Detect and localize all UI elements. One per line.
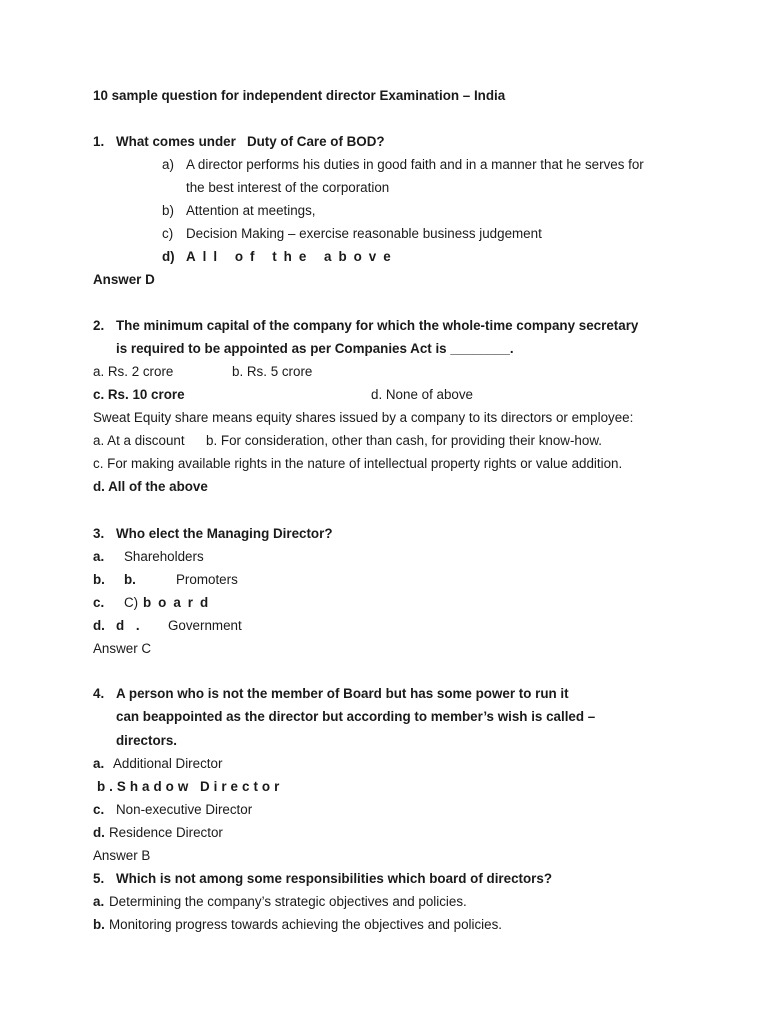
q4-option-d: Residence Director — [109, 825, 223, 840]
q5-option-a-label: a. — [93, 894, 105, 909]
q4-number: 4. — [93, 686, 105, 701]
q1-option-d: All of the above — [186, 249, 398, 264]
q2-line2: is required to be appointed as per Companies Act is ________. — [116, 341, 514, 356]
q2-number: 2. — [93, 318, 105, 333]
q1-option-c-label: c) — [162, 226, 174, 241]
q3-number: 3. — [93, 526, 105, 541]
q5-question: Which is not among some responsibilities which board of directors? — [116, 871, 552, 886]
q3-question: Who elect the Managing Director? — [116, 526, 333, 541]
q3-option-a: Shareholders — [124, 549, 204, 564]
q2-option-d: d. None of above — [371, 387, 473, 402]
q4-option-a: Additional Director — [113, 756, 223, 771]
q3-option-c-label: c. — [93, 595, 105, 610]
sweat-equity-option-c: c. For making available rights in the nature of intellectual property rights or value addition. — [93, 456, 623, 471]
q3-answer: Answer C — [93, 641, 152, 656]
document-title: 10 sample question for independent director Examination – India — [93, 88, 506, 103]
q2-line1: The minimum capital of the company for which the whole-time company secretary — [116, 318, 639, 333]
q4-answer: Answer B — [93, 848, 151, 863]
sweat-equity-option-d: d. All of the above — [93, 479, 208, 494]
q2-option-b: b. Rs. 5 crore — [232, 364, 313, 379]
q2-option-a: a. Rs. 2 crore — [93, 364, 174, 379]
q3-option-d-label: d. — [93, 618, 105, 633]
q1-option-a-label: a) — [162, 157, 174, 172]
q3-option-c-prefix: C) — [124, 595, 139, 610]
q4-option-b: b.Shadow Director — [97, 779, 284, 794]
q3-option-d: Government — [168, 618, 242, 633]
q2-option-c: c. Rs. 10 crore — [93, 387, 185, 402]
q1-answer: Answer D — [93, 272, 155, 287]
q4-line2: can beappointed as the director but according to member’s wish is called – — [116, 709, 596, 724]
q5-option-a: Determining the company’s strategic objectives and policies. — [109, 894, 467, 909]
q1-option-a-line2: the best interest of the corporation — [186, 180, 390, 195]
q3-option-d-label-inner: d . — [116, 618, 144, 633]
q3-option-a-label: a. — [93, 549, 105, 564]
sweat-equity-option-b: b. For consideration, other than cash, for providing their know-how. — [206, 433, 602, 448]
q4-option-c: Non-executive Director — [116, 802, 253, 817]
q5-number: 5. — [93, 871, 105, 886]
q1-option-c: Decision Making – exercise reasonable business judgement — [186, 226, 542, 241]
q4-line3: directors. — [116, 733, 178, 748]
q1-option-d-label: d) — [162, 249, 175, 264]
sweat-equity-option-a: a. At a discount — [93, 433, 185, 448]
q3-option-b-label-inner: b. — [124, 572, 136, 587]
q1-number: 1. — [93, 134, 105, 149]
q1-option-b-label: b) — [162, 203, 174, 218]
q1-question: What comes under Duty of Care of BOD? — [116, 134, 385, 149]
sweat-equity-intro: Sweat Equity share means equity shares issued by a company to its directors or employee: — [93, 410, 634, 425]
q4-option-d-label: d. — [93, 825, 105, 840]
q5-option-b: Monitoring progress towards achieving the objectives and policies. — [109, 917, 503, 932]
q1-option-b: Attention at meetings, — [186, 203, 316, 218]
q4-option-c-label: c. — [93, 802, 105, 817]
q5-option-b-label: b. — [93, 917, 105, 932]
q4-line1: A person who is not the member of Board but has some power to run it — [116, 686, 569, 701]
q4-option-a-label: a. — [93, 756, 105, 771]
q1-option-a-line1: A director performs his duties in good faith and in a manner that he serves for — [186, 157, 644, 172]
q3-option-b: Promoters — [176, 572, 238, 587]
q3-option-c: board — [143, 595, 216, 610]
q3-option-b-label: b. — [93, 572, 105, 587]
